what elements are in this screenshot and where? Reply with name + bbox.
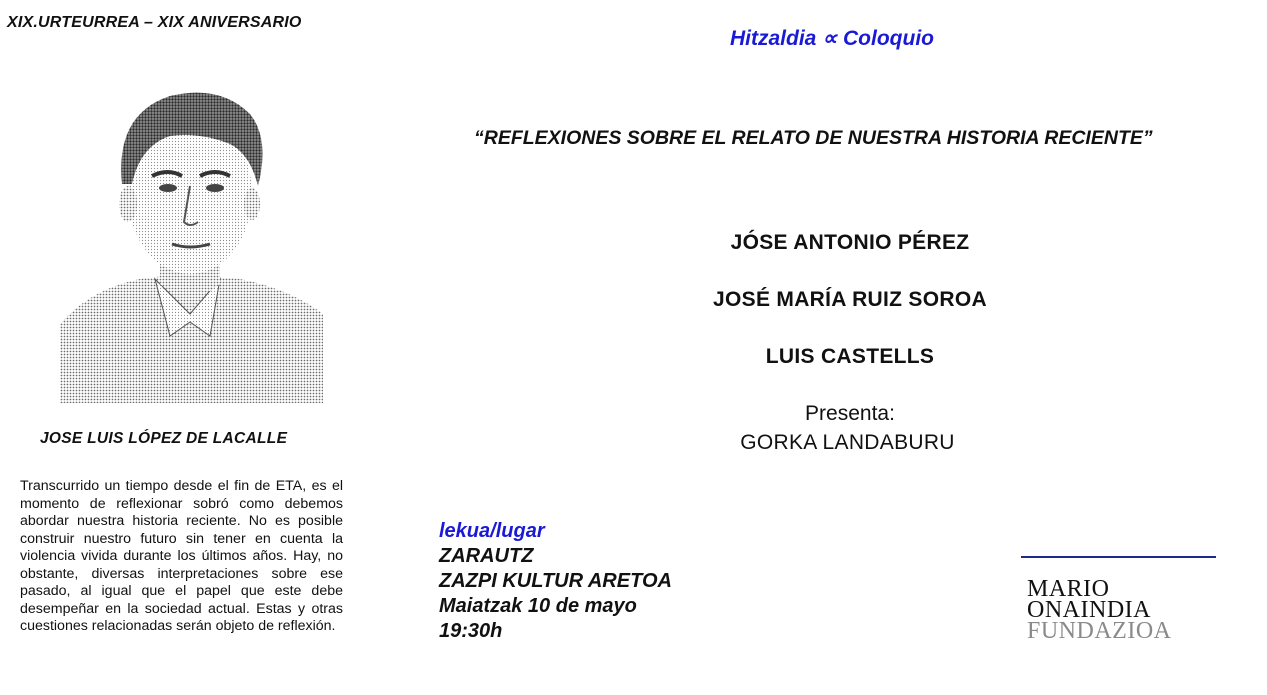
anniversary-heading: XIX.URTEURREA – XIX ANIVERSARIO: [7, 14, 302, 31]
talk-title: “REFLEXIONES SOBRE EL RELATO DE NUESTRA HISTORIA RECIENTE”: [474, 127, 1153, 149]
portrait-photo: [60, 74, 323, 403]
presenter-label: Presenta:: [805, 402, 895, 425]
location-city: ZARAUTZ: [439, 545, 534, 567]
location-venue: ZAZPI KULTUR ARETOA: [439, 570, 672, 592]
speaker-name: LUIS CASTELLS: [765, 345, 935, 368]
speaker-name: JÓSE ANTONIO PÉREZ: [730, 231, 970, 254]
location-time: 19:30h: [439, 620, 503, 642]
location-label: lekua/lugar: [439, 520, 545, 542]
logo-line-mario: MARIO: [1027, 576, 1110, 602]
location-date: Maiatzak 10 de mayo: [439, 595, 637, 617]
presenter-name: GORKA LANDABURU: [740, 431, 955, 454]
event-type: Hitzaldia ∝ Coloquio: [730, 27, 934, 50]
logo-line-onaindia: ONAINDIA: [1027, 597, 1151, 623]
tribute-description: Transcurrido un tiempo desde el fin de ETA, es el momento de reflexionar sobró como debemos abordar nuestra historia reciente. No es posible construir nuestro futuro sin tener en cuenta la violencia vivida durante los últimos años. Hay, no obstante, diversas interpretaciones sobre ese pasado, al igual que el papel que este debe desempeñar en la sociedad actual. Estas y otras cuestiones relacionadas serán objeto de reflexión.: [20, 478, 343, 634]
logo-rule: [1021, 556, 1216, 558]
speaker-name: JOSÉ MARÍA RUIZ SOROA: [713, 288, 987, 311]
logo-line-fundazioa: FUNDAZIOA: [1027, 618, 1172, 644]
tribute-name: JOSE LUIS LÓPEZ DE LACALLE: [40, 430, 288, 447]
